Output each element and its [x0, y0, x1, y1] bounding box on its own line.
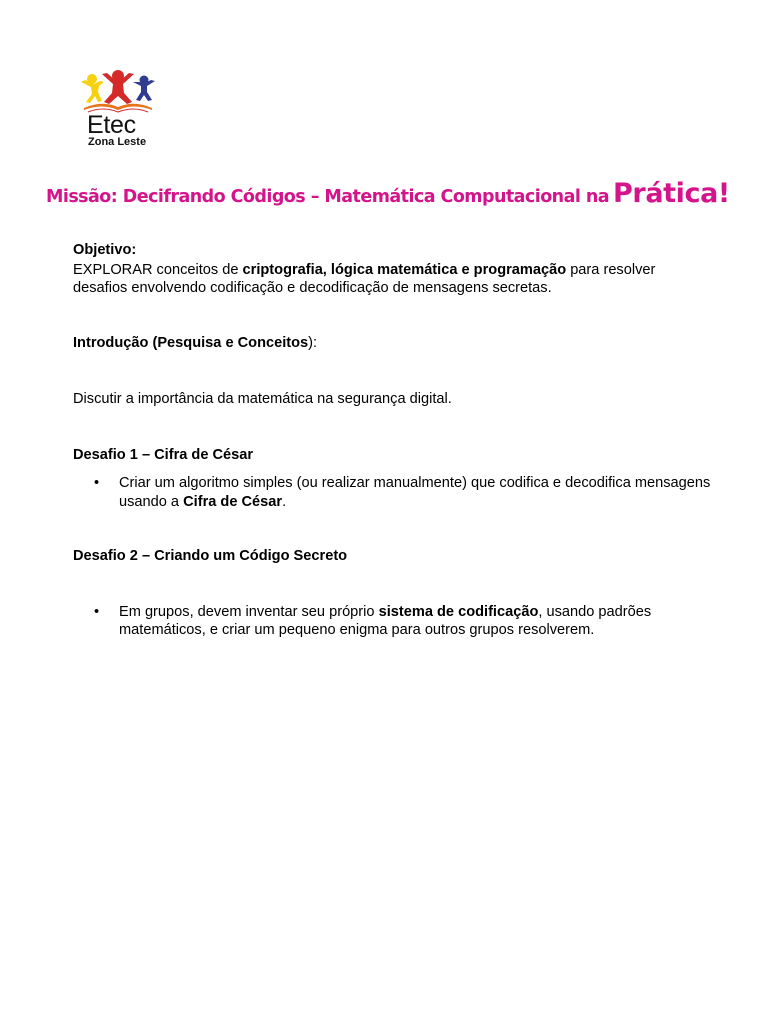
objective-text-2: para resolver desafios envolvendo codificação e decodificação de mensagens secretas.	[73, 261, 656, 296]
intro-heading	[73, 334, 713, 353]
challenge2-text-1: Em grupos, devem inventar seu próprio	[119, 603, 379, 620]
challenge2-list	[73, 603, 713, 640]
objective-paragraph	[73, 261, 713, 298]
challenge1-text-bold: Cifra de César	[183, 493, 283, 510]
title-emphasis: Prática!	[613, 178, 730, 209]
intro-heading-suffix: ):	[308, 334, 318, 351]
objective-heading: Objetivo:	[73, 242, 137, 258]
logo-name: Etec	[87, 111, 136, 139]
bullet-icon: •	[94, 475, 100, 491]
challenge2-text-bold: sistema de codificação	[378, 603, 539, 620]
list-item	[72, 474, 713, 511]
challenge2-text-2: , usando padrões matemáticos, e criar um pequeno enigma para outros grupos resolverem.	[119, 603, 652, 638]
list-item	[72, 603, 713, 640]
intro-heading-bold: Introdução (Pesquisa e Conceitos	[73, 334, 309, 351]
challenge2-heading: Desafio 2 – Criando um Código Secreto	[73, 548, 348, 564]
page-title	[46, 176, 730, 215]
challenge1-text-2: .	[282, 493, 287, 510]
people-figures-icon	[78, 70, 158, 115]
challenge1-list	[73, 474, 713, 511]
challenge1-heading: Desafio 1 – Cifra de César	[73, 446, 254, 463]
logo-subtitle: Zona Leste	[88, 136, 147, 148]
etec-logo	[78, 70, 158, 150]
bullet-icon: •	[94, 603, 100, 620]
document-body	[73, 241, 713, 640]
objective-text-bold: criptografia, lógica matemática e programação	[242, 261, 567, 278]
intro-text: Discutir a importância da matemática na segurança digital.	[73, 391, 452, 407]
challenge1-text-1: Criar um algoritmo simples (ou realizar manualmente) que codifica e decodifica mensagens usando a	[119, 475, 711, 510]
objective-text-1: EXPLORAR conceitos de	[73, 261, 243, 278]
title-main: Missão: Decifrando Códigos – Matemática Computacional na	[46, 187, 610, 207]
